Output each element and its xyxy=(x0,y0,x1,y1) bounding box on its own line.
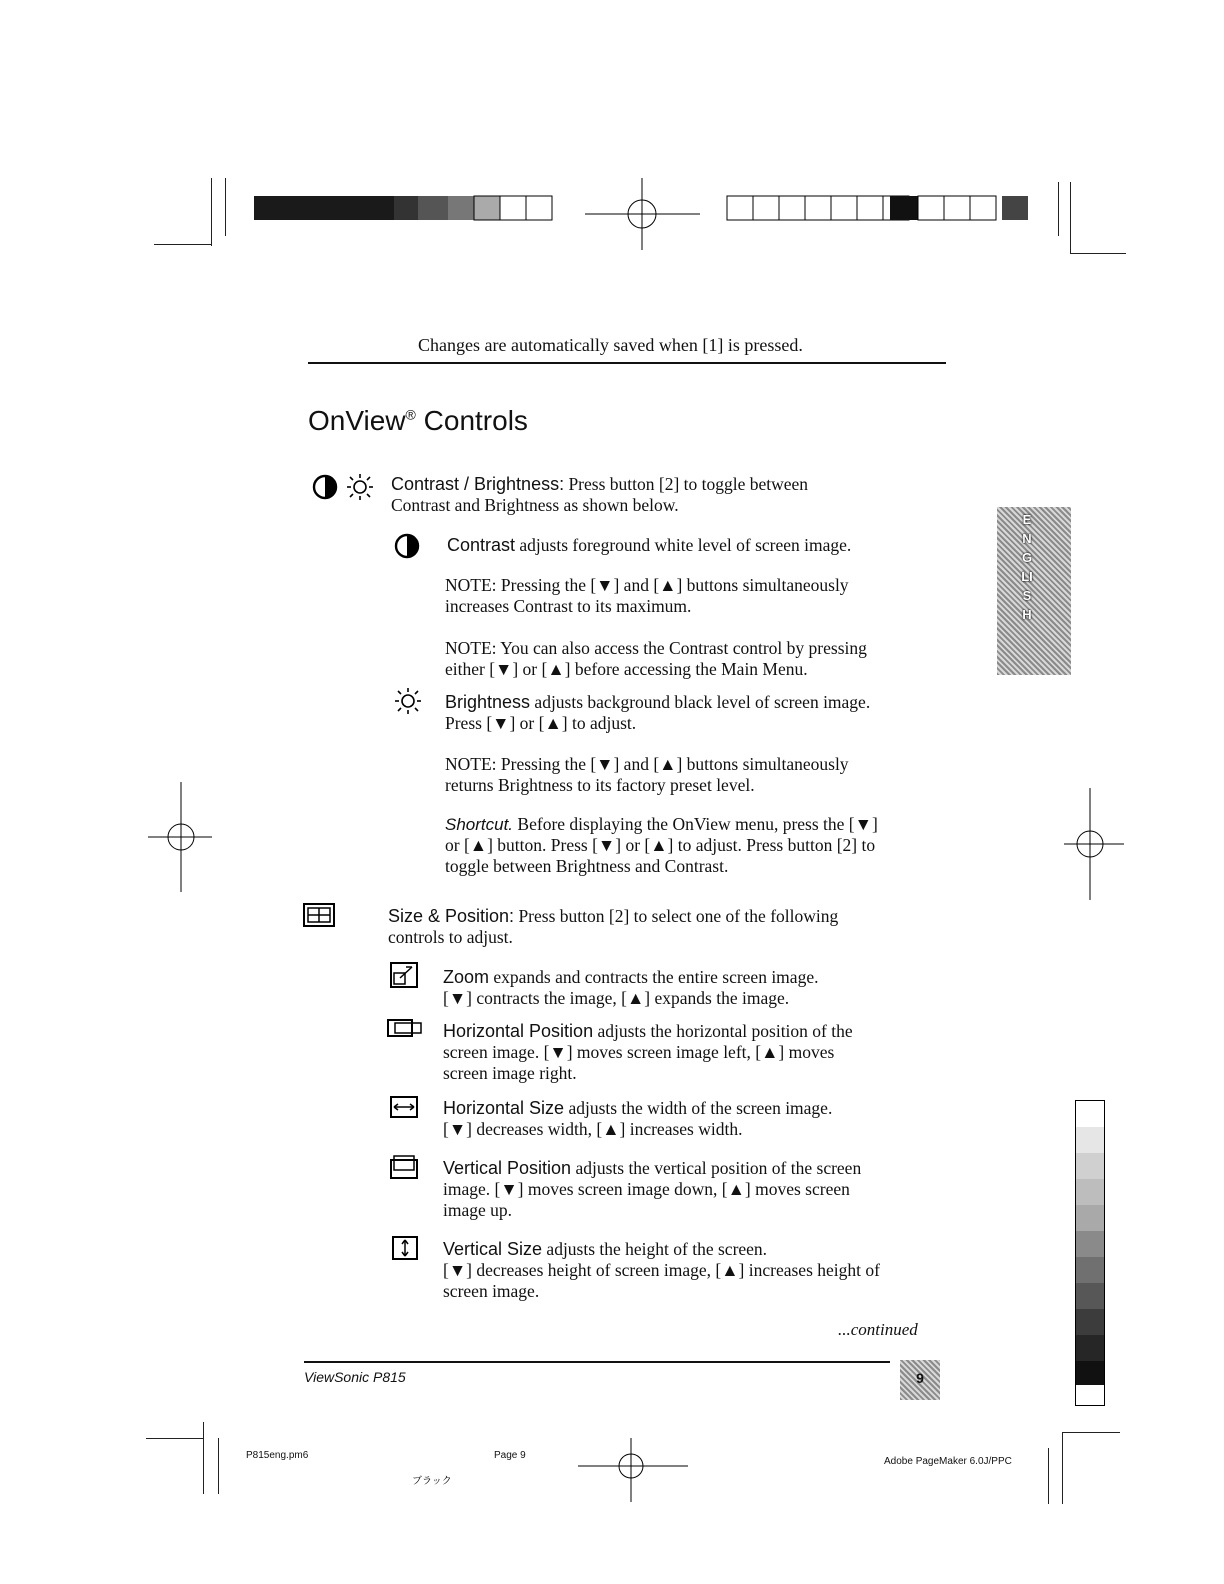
brightness-icon xyxy=(392,686,424,716)
horizontal-position-item: Horizontal Position adjusts the horizontal position of the screen image. [▼] moves screen image left, [▲] moves screen image right. xyxy=(443,1021,853,1083)
color-bar-left xyxy=(254,190,560,226)
half-circle-icon xyxy=(312,474,338,500)
slug-app: Adobe PageMaker 6.0J/PPC xyxy=(884,1456,1012,1467)
registration-mark-bottom xyxy=(578,1438,688,1502)
language-tab-label: ENGLISH xyxy=(1021,512,1033,622)
page-title: OnView® Controls xyxy=(308,405,528,436)
registration-mark-left xyxy=(148,782,212,892)
brightness-item: Brightness adjusts background black level of screen image. Press [▼] or [▲] to adjust. xyxy=(445,692,871,733)
horizontal-position-icon xyxy=(387,1018,423,1038)
footer-product: ViewSonic P815 xyxy=(304,1369,406,1385)
contrast-item: Contrast adjusts foreground white level of screen image. xyxy=(447,535,852,555)
color-bar-right xyxy=(726,190,1030,226)
shortcut-note: Shortcut. Before displaying the OnView menu, press the [▼] or [▲] button. Press [▼] or [▲] to adjust. Press button [2] to toggle between Brightness and Contrast. xyxy=(445,814,878,876)
slug-black: ブラック xyxy=(412,1476,452,1487)
contrast-brightness-section: Contrast / Brightness: Press button [2] to toggle between Contrast and Brightness as shown below. xyxy=(391,474,809,515)
contrast-note-1: NOTE: Pressing the [▼] and [▲] buttons simultaneously increases Contrast to its maximum. xyxy=(445,575,849,616)
size-position-icon xyxy=(303,903,335,927)
continued-label: ...continued xyxy=(838,1320,918,1339)
slug-file: P815eng.pm6 xyxy=(246,1450,309,1461)
footer-rule xyxy=(304,1361,890,1363)
vertical-size-icon xyxy=(392,1236,418,1260)
page-number: 9 xyxy=(916,1370,924,1386)
horizontal-size-icon xyxy=(390,1096,418,1118)
contrast-note-2: NOTE: You can also access the Contrast control by pressing either [▼] or [▲] before accessing the Main Menu. xyxy=(445,638,867,679)
header-rule xyxy=(308,362,946,364)
horizontal-size-item: Horizontal Size adjusts the width of the screen image. [▼] decreases width, [▲] increases width. xyxy=(443,1098,833,1139)
zoom-icon xyxy=(390,962,418,988)
vertical-position-item: Vertical Position adjusts the vertical position of the screen image. [▼] moves screen image down, [▲] moves screen image up. xyxy=(443,1158,862,1220)
registration-mark-top xyxy=(585,178,700,250)
brightness-note: NOTE: Pressing the [▼] and [▲] buttons simultaneously returns Brightness to its factory preset level. xyxy=(445,754,849,795)
header-note: Changes are automatically saved when [1] is pressed. xyxy=(418,335,803,355)
zoom-item: Zoom expands and contracts the entire screen image. [▼] contracts the image, [▲] expands the image. xyxy=(443,967,819,1008)
vertical-position-icon xyxy=(390,1154,418,1180)
vertical-size-item: Vertical Size adjusts the height of the screen. [▼] decreases height of screen image, [▲] increases height of screen image. xyxy=(443,1239,880,1301)
size-position-section: Size & Position: Press button [2] to select one of the following controls to adjust. xyxy=(388,906,839,947)
registration-mark-right xyxy=(1064,788,1124,900)
gray-step-bar xyxy=(1075,1100,1105,1406)
contrast-icon xyxy=(394,533,420,559)
sun-icon xyxy=(344,472,376,502)
slug-page: Page 9 xyxy=(494,1450,526,1461)
language-tab xyxy=(997,507,1071,675)
